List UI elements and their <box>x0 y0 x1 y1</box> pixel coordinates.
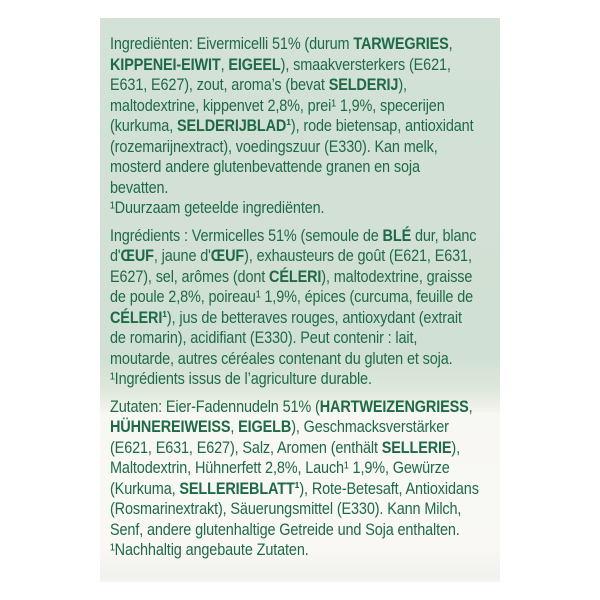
ingredient-allergen-text: CÉLERI <box>269 266 322 286</box>
ingredients-line <box>110 438 503 459</box>
ingredients-line <box>110 499 503 520</box>
ingredient-text: ), Geschmacksverstärker <box>291 417 449 436</box>
ingredient-text: , jaune d' <box>153 246 211 265</box>
ingredient-text: mosterd andere glutenbevattende granen en soja <box>110 157 420 176</box>
ingredients-paragraph-nl <box>110 34 503 219</box>
ingredient-allergen-text: TARWEGRIES <box>353 34 449 53</box>
ingredient-text: ¹Ingrédients issus de l’agriculture durable. <box>110 369 372 388</box>
ingredients-line <box>110 308 503 329</box>
ingredient-allergen-text: EIGEEL <box>228 54 281 74</box>
ingredient-text: ), jus de betteraves rouges, antioxydant (extrait <box>166 307 462 327</box>
ingredient-text: moutarde, autres céréales contenant du gluten et soja. <box>110 348 453 368</box>
ingredients-line <box>110 328 503 349</box>
ingredients-line <box>110 116 503 137</box>
ingredient-text: de poule 2,8%, poireau¹ 1,9%, épices (curcuma, feuille de <box>110 287 474 306</box>
ingredients-line <box>110 55 503 76</box>
ingredient-text: (E621, E631, E627), Salz, Aromen (enthält <box>110 437 382 457</box>
ingredients-line <box>110 520 503 541</box>
ingredient-allergen-text: BLÉ <box>382 225 412 245</box>
ingredient-allergen-text: SELDERIJBLAD¹ <box>176 116 291 135</box>
ingredient-text: ), <box>451 437 461 457</box>
ingredients-line <box>110 34 503 55</box>
ingredient-text: ), <box>398 75 407 94</box>
ingredient-text: E631, E627), zout, aroma’s (bevat <box>110 75 329 94</box>
ingredient-text: Zutaten: Eier-Fadennudeln 51% ( <box>110 396 320 416</box>
ingredient-text: ¹Duurzaam geteelde ingrediënten. <box>110 198 325 217</box>
ingredients-paragraph-fr <box>110 226 503 390</box>
ingredient-allergen-text: ŒUF <box>120 246 154 265</box>
ingredient-text: Maltodextrin, Hühnerfett 2,8%, Lauch¹ 1,9%, Gewürze <box>110 458 450 477</box>
ingredients-line <box>110 287 503 308</box>
ingredient-text: Ingrediënten: Eivermicelli 51% (durum <box>110 34 354 53</box>
ingredient-text: , <box>220 54 229 74</box>
ingredient-allergen-text: HÜHNEREIWEISS <box>110 417 231 436</box>
ingredients-line <box>110 369 503 390</box>
ingredient-allergen-text: SELDERIJ <box>328 75 399 94</box>
ingredient-text: (kurkuma, <box>110 116 177 135</box>
ingredient-allergen-text: ŒUF <box>210 246 245 265</box>
ingredient-allergen-text: CÉLERI¹ <box>110 307 167 327</box>
ingredient-allergen-text: KIPPENEI-EIWIT <box>110 54 221 74</box>
ingredient-allergen-text: SELLERIEBLATT¹ <box>179 478 300 498</box>
ingredient-allergen-text: EIGELB <box>238 417 292 436</box>
ingredient-text: ), Rote-Betesaft, Antioxidans <box>299 478 479 498</box>
ingredient-text: ), exhausteurs de goût (E621, E631, <box>244 246 472 265</box>
ingredient-text: , <box>448 34 453 53</box>
ingredients-line <box>110 246 503 267</box>
ingredient-text: dur, blanc <box>411 225 477 245</box>
ingredients-line <box>110 226 503 247</box>
ingredient-text: ¹Nachhaltig angebaute Zutaten. <box>110 540 309 559</box>
ingredients-line <box>110 397 503 418</box>
ingredients-line <box>110 540 503 561</box>
ingredient-text: ), maltodextrine, graisse <box>321 266 473 286</box>
ingredients-line <box>110 417 503 438</box>
ingredient-text: bevatten. <box>110 177 169 197</box>
ingredient-text: (rozemarijnextract), voedingszuur (E330). Kan melk, <box>110 136 438 156</box>
ingredient-text: Ingrédients : Vermicelles 51% (semoule de <box>110 225 383 245</box>
ingredients-text-block <box>110 34 503 568</box>
ingredient-text: maltodextrine, kippenvet 2,8%, prei¹ 1,9%, specerijen <box>110 95 445 115</box>
ingredients-line <box>110 267 503 288</box>
ingredient-allergen-text: SELLERIE <box>381 437 452 457</box>
ingredients-line <box>110 96 503 117</box>
ingredient-text: (Kurkuma, <box>110 478 180 498</box>
ingredient-text: d' <box>110 246 121 265</box>
ingredients-line <box>110 157 503 178</box>
ingredient-allergen-text: HARTWEIZENGRIESS <box>319 396 469 416</box>
ingredient-text: E627), sel, arômes (dont <box>110 266 270 286</box>
ingredient-text: , <box>230 417 239 436</box>
ingredient-text: de romarin), acidifiant (E330). Peut contenir : lait, <box>110 328 418 347</box>
ingredients-line <box>110 349 503 370</box>
ingredients-line <box>110 137 503 158</box>
ingredients-line <box>110 198 503 219</box>
ingredient-text: ), smaakversterkers (E621, <box>280 54 451 74</box>
ingredients-line <box>110 178 503 199</box>
ingredients-line <box>110 479 503 500</box>
ingredient-text: ), rode bietensap, antioxidant <box>290 116 474 135</box>
ingredients-line <box>110 458 503 479</box>
ingredients-paragraph-de <box>110 397 503 561</box>
ingredient-text: (Rosmarinextrakt), Säuerungsmittel (E330). Kann Milch, <box>110 499 462 518</box>
ingredient-text: , <box>468 396 473 416</box>
ingredients-line <box>110 75 503 96</box>
ingredient-text: Senf, andere glutenhaltige Getreide und Soja enthalten. <box>110 519 460 539</box>
